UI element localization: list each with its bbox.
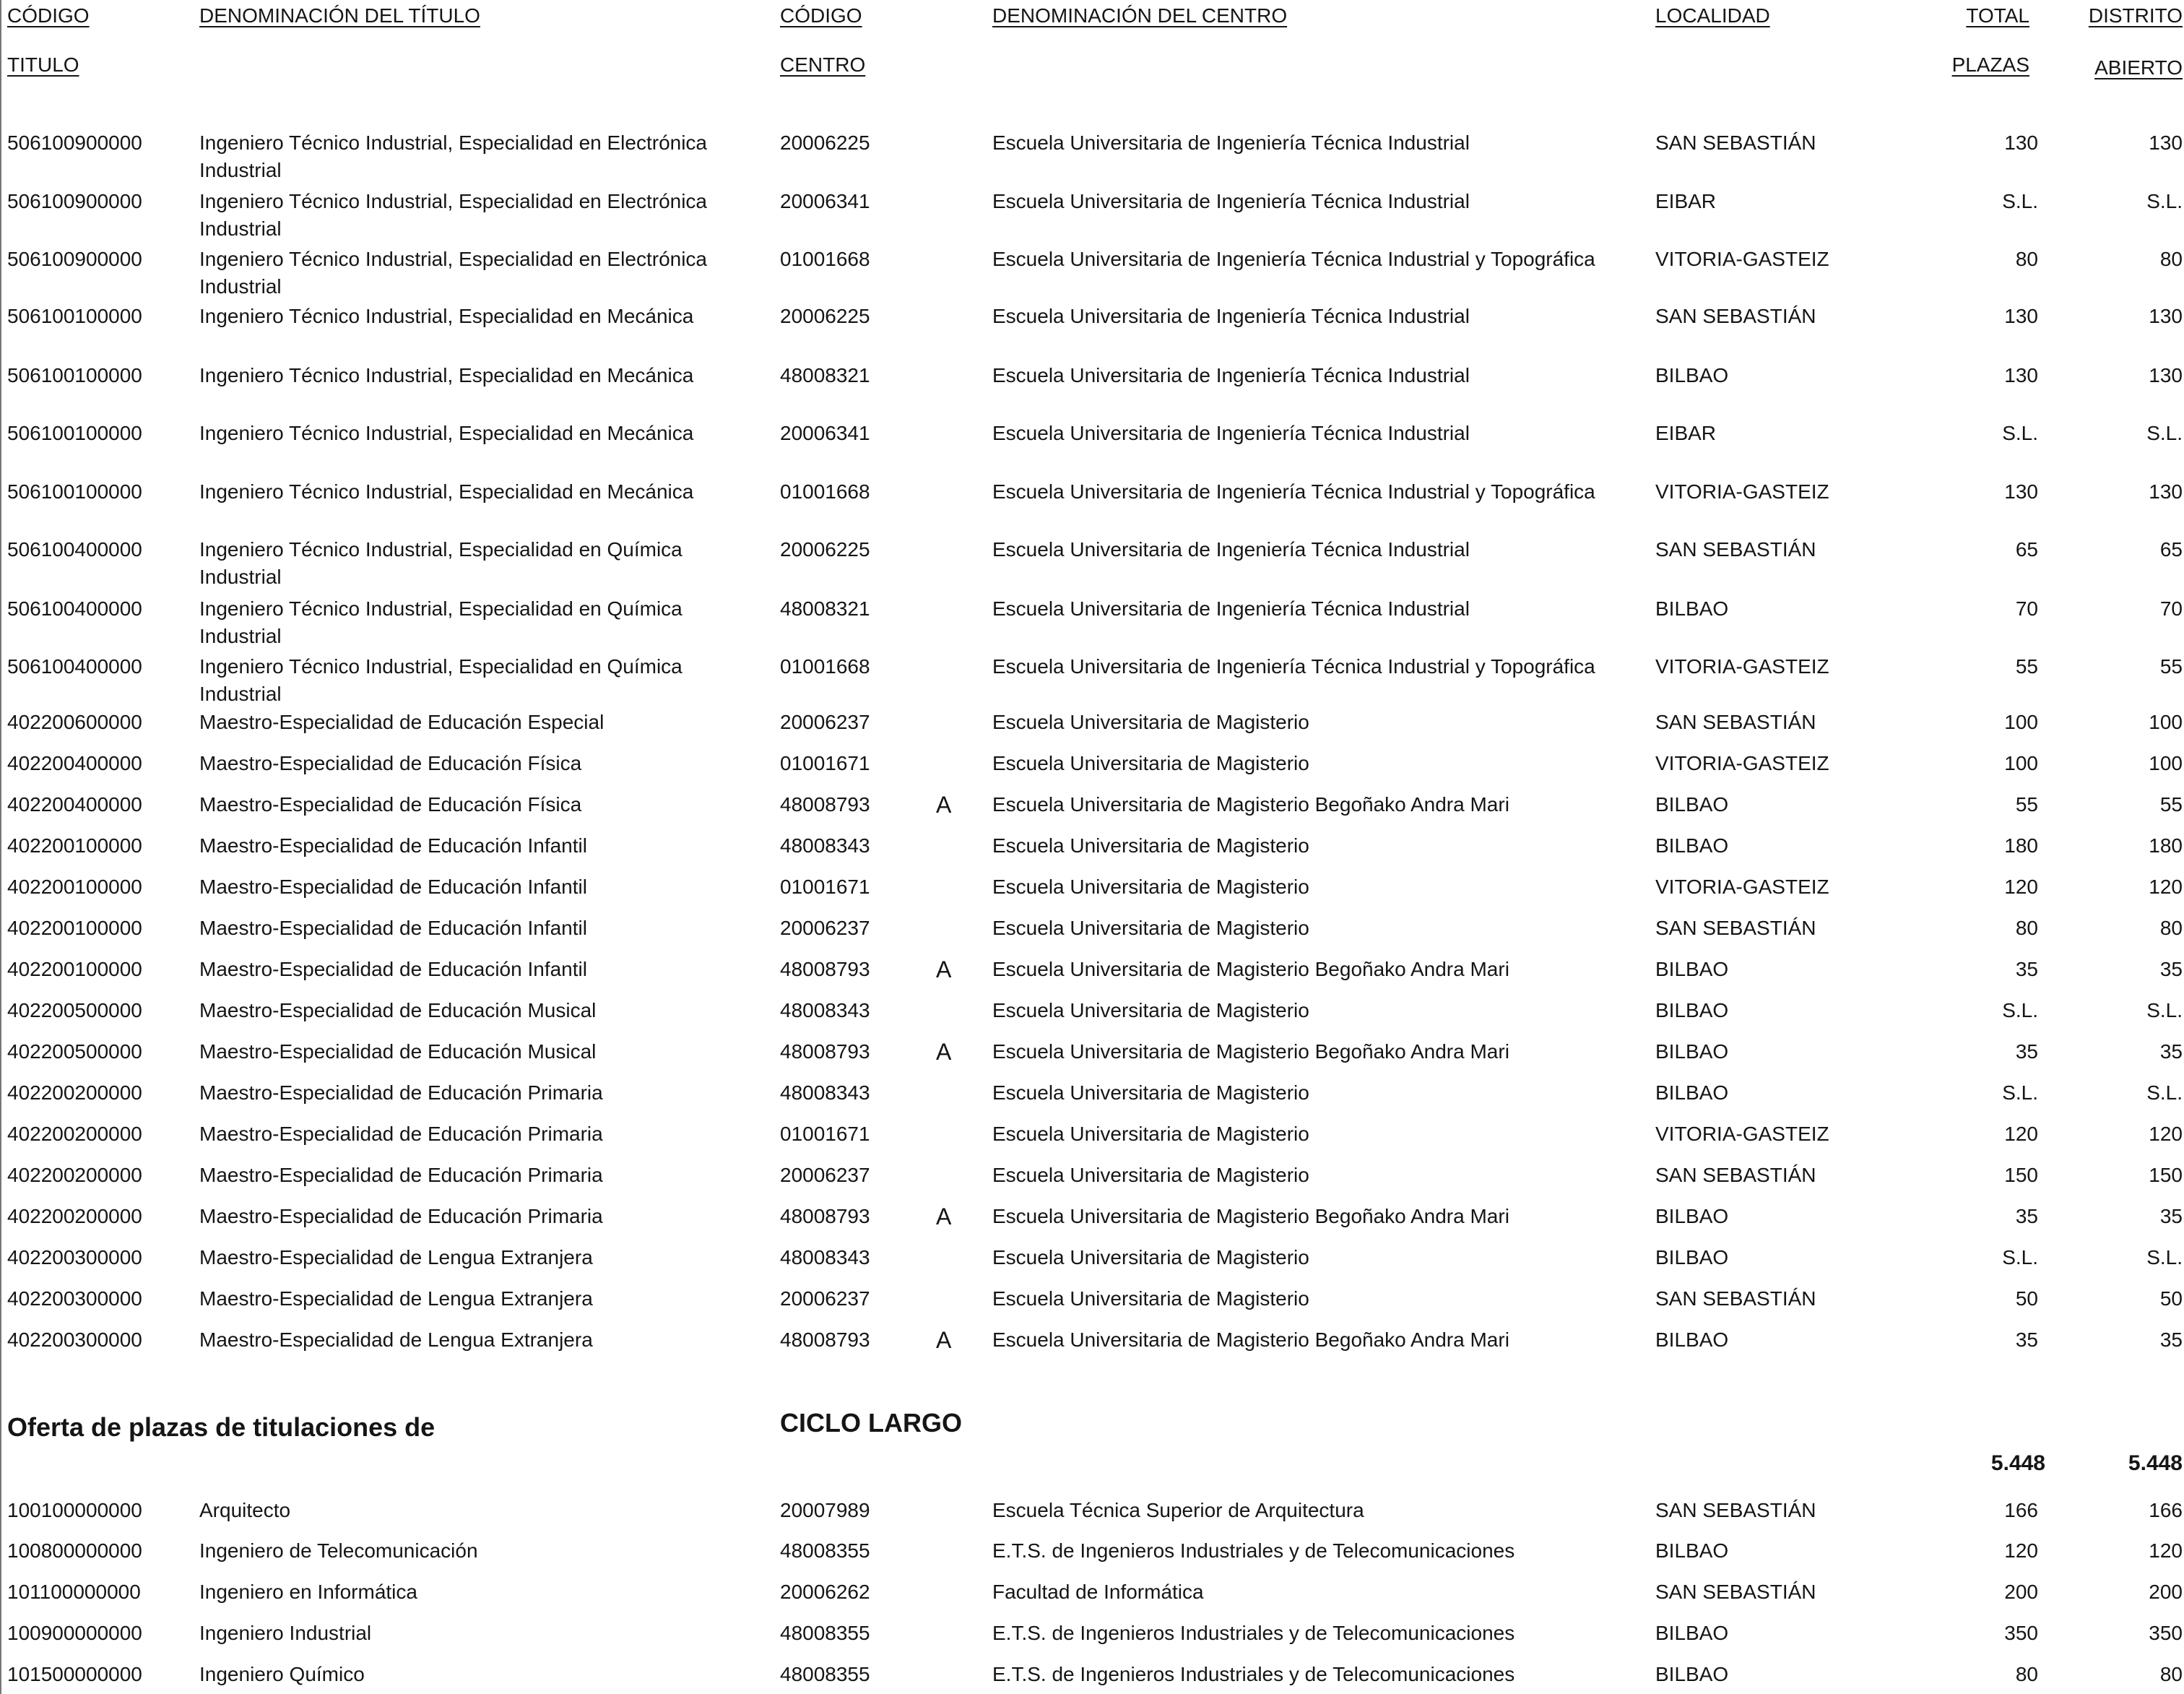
cell-codigo: 402200200000 xyxy=(7,1123,142,1145)
cell-centro: Escuela Universitaria de Magisterio xyxy=(992,1164,1309,1186)
cell-centro-code: 20007989 xyxy=(780,1499,870,1521)
cell-centro-code: 20006225 xyxy=(780,131,870,154)
cell-titulo: Maestro-Especialidad de Educación Musical xyxy=(199,999,597,1021)
cell-centro: E.T.S. de Ingenieros Industriales y de Telecomunicaciones xyxy=(992,1663,1515,1685)
cell-centro-code: 20006225 xyxy=(780,305,870,327)
cell-distrito: 35 xyxy=(2159,958,2183,980)
header-plazas: PLAZAS xyxy=(1951,53,2029,76)
cell-localidad: BILBAO xyxy=(1655,1246,1729,1269)
cell-distrito: 180 xyxy=(2149,834,2183,857)
cell-centro: Escuela Universitaria de Magisterio xyxy=(992,752,1309,774)
cell-codigo: 506100400000 xyxy=(7,597,142,620)
cell-centro-code: 48008343 xyxy=(780,1246,870,1269)
cell-codigo: 506100100000 xyxy=(7,305,142,327)
cell-titulo: Ingeniero Técnico Industrial, Especialidad en Química xyxy=(199,597,682,620)
cell-total: 80 xyxy=(2015,1663,2038,1685)
cell-centro-code: 48008343 xyxy=(780,1081,870,1104)
cell-distrito: 35 xyxy=(2159,1205,2183,1227)
cell-codigo: 402200400000 xyxy=(7,793,142,816)
cell-centro-code: 20006237 xyxy=(780,917,870,939)
cell-titulo: Maestro-Especialidad de Educación Infantil xyxy=(199,917,587,939)
cell-centro-code: 20006237 xyxy=(780,1287,870,1310)
cell-total: 180 xyxy=(2004,834,2038,857)
cell-distrito: 200 xyxy=(2149,1581,2183,1603)
cell-codigo: 506100400000 xyxy=(7,538,142,561)
cell-localidad: SAN SEBASTIÁN xyxy=(1655,305,1816,327)
cell-distrito: 80 xyxy=(2159,1663,2183,1685)
cell-codigo: 402200100000 xyxy=(7,958,142,980)
cell-titulo: Maestro-Especialidad de Educación Primaria xyxy=(199,1164,603,1186)
cell-centro-code: 48008793 xyxy=(780,1328,870,1351)
cell-localidad: SAN SEBASTIÁN xyxy=(1655,1581,1816,1603)
cell-total: 100 xyxy=(2004,711,2038,733)
cell-localidad: BILBAO xyxy=(1655,834,1729,857)
cell-titulo-cont: Industrial xyxy=(199,683,282,705)
cell-codigo: 506100900000 xyxy=(7,248,142,270)
cell-flag: A xyxy=(936,1203,952,1230)
cell-titulo: Maestro-Especialidad de Educación Primaria xyxy=(199,1205,603,1227)
cell-total: 100 xyxy=(2004,752,2038,774)
cell-codigo: 100100000000 xyxy=(7,1499,142,1521)
cell-localidad: VITORIA-GASTEIZ xyxy=(1655,1123,1829,1145)
cell-total: 65 xyxy=(2015,538,2038,561)
cell-centro: Escuela Universitaria de Ingeniería Técnica Industrial xyxy=(992,305,1470,327)
cell-codigo: 402200300000 xyxy=(7,1246,142,1269)
cell-codigo: 402200200000 xyxy=(7,1081,142,1104)
cell-total: 55 xyxy=(2015,793,2038,816)
cell-total: 80 xyxy=(2015,917,2038,939)
cell-codigo: 101100000000 xyxy=(7,1581,141,1603)
cell-centro: Escuela Universitaria de Magisterio Begoñako Andra Mari xyxy=(992,1205,1509,1227)
cell-titulo: Maestro-Especialidad de Educación Especial xyxy=(199,711,604,733)
cell-distrito: 130 xyxy=(2149,364,2183,386)
cell-total: 350 xyxy=(2004,1622,2038,1644)
cell-titulo: Ingeniero Técnico Industrial, Especialidad en Química xyxy=(199,655,682,678)
cell-localidad: BILBAO xyxy=(1655,1040,1729,1063)
section-total-distrito: 5.448 xyxy=(2128,1451,2183,1475)
header-distrito: DISTRITO xyxy=(2088,4,2183,27)
cell-titulo: Ingeniero Técnico Industrial, Especialidad en Mecánica xyxy=(199,480,694,503)
cell-total: 150 xyxy=(2004,1164,2038,1186)
cell-centro-code: 01001668 xyxy=(780,655,870,678)
header-abierto: ABIERTO xyxy=(2094,56,2183,79)
cell-distrito: 80 xyxy=(2159,248,2183,270)
cell-codigo: 100900000000 xyxy=(7,1622,142,1644)
cell-centro: Escuela Universitaria de Magisterio xyxy=(992,1287,1309,1310)
cell-flag: A xyxy=(936,792,952,818)
cell-distrito: 50 xyxy=(2159,1287,2183,1310)
cell-centro-code: 20006225 xyxy=(780,538,870,561)
cell-titulo: Maestro-Especialidad de Lengua Extranjera xyxy=(199,1246,593,1269)
cell-localidad: SAN SEBASTIÁN xyxy=(1655,538,1816,561)
cell-total: 55 xyxy=(2015,655,2038,678)
cell-distrito: S.L. xyxy=(2146,999,2183,1021)
cell-localidad: EIBAR xyxy=(1655,422,1717,444)
cell-titulo: Maestro-Especialidad de Educación Primaria xyxy=(199,1123,603,1145)
cell-total: 70 xyxy=(2015,597,2038,620)
cell-centro: Escuela Universitaria de Magisterio xyxy=(992,711,1309,733)
cell-distrito: 80 xyxy=(2159,917,2183,939)
cell-codigo: 402200100000 xyxy=(7,834,142,857)
section-subtitle: CICLO LARGO xyxy=(780,1408,962,1438)
cell-total: S.L. xyxy=(2002,1246,2038,1269)
cell-distrito: 35 xyxy=(2159,1328,2183,1351)
cell-distrito: 100 xyxy=(2149,752,2183,774)
cell-titulo: Ingeniero Industrial xyxy=(199,1622,372,1644)
cell-centro: Escuela Universitaria de Magisterio xyxy=(992,876,1309,898)
cell-titulo-cont: Industrial xyxy=(199,217,282,240)
cell-localidad: SAN SEBASTIÁN xyxy=(1655,131,1816,154)
cell-titulo: Maestro-Especialidad de Lengua Extranjera xyxy=(199,1328,593,1351)
cell-centro-code: 01001668 xyxy=(780,248,870,270)
cell-total: 166 xyxy=(2004,1499,2038,1521)
cell-total: 80 xyxy=(2015,248,2038,270)
cell-distrito: 130 xyxy=(2149,305,2183,327)
cell-localidad: VITORIA-GASTEIZ xyxy=(1655,480,1829,503)
cell-titulo-cont: Industrial xyxy=(199,625,282,647)
cell-localidad: BILBAO xyxy=(1655,1663,1729,1685)
cell-localidad: VITORIA-GASTEIZ xyxy=(1655,248,1829,270)
cell-titulo: Ingeniero Técnico Industrial, Especialidad en Electrónica xyxy=(199,190,708,212)
cell-distrito: 70 xyxy=(2159,597,2183,620)
cell-distrito: 65 xyxy=(2159,538,2183,561)
cell-centro: Escuela Universitaria de Ingeniería Técnica Industrial xyxy=(992,597,1470,620)
cell-titulo: Arquitecto xyxy=(199,1499,291,1521)
cell-centro: Escuela Universitaria de Magisterio Begoñako Andra Mari xyxy=(992,793,1509,816)
cell-titulo: Ingeniero Técnico Industrial, Especialidad en Química xyxy=(199,538,682,561)
cell-centro-code: 48008793 xyxy=(780,958,870,980)
cell-localidad: BILBAO xyxy=(1655,793,1729,816)
cell-total: 120 xyxy=(2004,1539,2038,1562)
cell-localidad: SAN SEBASTIÁN xyxy=(1655,1499,1816,1521)
cell-distrito: 120 xyxy=(2149,1539,2183,1562)
cell-centro: Escuela Universitaria de Ingeniería Técnica Industrial y Topográfica xyxy=(992,655,1595,678)
cell-distrito: 120 xyxy=(2149,1123,2183,1145)
cell-total: 130 xyxy=(2004,364,2038,386)
cell-codigo: 506100100000 xyxy=(7,422,142,444)
left-border-line xyxy=(0,0,1,1694)
cell-distrito: S.L. xyxy=(2146,1081,2183,1104)
cell-centro: Escuela Universitaria de Ingeniería Técnica Industrial y Topográfica xyxy=(992,480,1595,503)
cell-distrito: 120 xyxy=(2149,876,2183,898)
cell-codigo: 506100400000 xyxy=(7,655,142,678)
cell-total: 35 xyxy=(2015,958,2038,980)
cell-localidad: SAN SEBASTIÁN xyxy=(1655,1287,1816,1310)
cell-titulo: Maestro-Especialidad de Educación Infantil xyxy=(199,876,587,898)
cell-total: S.L. xyxy=(2002,190,2038,212)
cell-centro: Escuela Universitaria de Magisterio xyxy=(992,834,1309,857)
cell-centro: Escuela Universitaria de Magisterio xyxy=(992,1246,1309,1269)
cell-distrito: 100 xyxy=(2149,711,2183,733)
cell-centro-code: 01001671 xyxy=(780,876,870,898)
cell-titulo: Maestro-Especialidad de Educación Infantil xyxy=(199,958,587,980)
cell-codigo: 402200200000 xyxy=(7,1164,142,1186)
header-localidad: LOCALIDAD xyxy=(1655,4,1770,27)
cell-centro: Escuela Universitaria de Ingeniería Técnica Industrial xyxy=(992,538,1470,561)
cell-centro: Escuela Universitaria de Ingeniería Técnica Industrial xyxy=(992,422,1470,444)
cell-flag: A xyxy=(936,956,952,982)
cell-total: 50 xyxy=(2015,1287,2038,1310)
cell-titulo-cont: Industrial xyxy=(199,159,282,181)
cell-localidad: VITORIA-GASTEIZ xyxy=(1655,876,1829,898)
cell-centro: Escuela Universitaria de Magisterio Begoñako Andra Mari xyxy=(992,1328,1509,1351)
cell-distrito: 55 xyxy=(2159,793,2183,816)
cell-centro: Escuela Universitaria de Ingeniería Técnica Industrial xyxy=(992,364,1470,386)
section-total-plazas: 5.448 xyxy=(1990,1451,2045,1475)
cell-total: 35 xyxy=(2015,1205,2038,1227)
cell-centro: Escuela Universitaria de Magisterio Begoñako Andra Mari xyxy=(992,958,1509,980)
cell-titulo: Ingeniero Técnico Industrial, Especialidad en Electrónica xyxy=(199,131,708,154)
cell-codigo: 402200300000 xyxy=(7,1287,142,1310)
cell-centro: Facultad de Informática xyxy=(992,1581,1204,1603)
cell-codigo: 402200200000 xyxy=(7,1205,142,1227)
header-denominacion-centro: DENOMINACIÓN DEL CENTRO xyxy=(992,4,1288,27)
cell-centro-code: 01001668 xyxy=(780,480,870,503)
cell-titulo: Ingeniero de Telecomunicación xyxy=(199,1539,478,1562)
cell-centro: E.T.S. de Ingenieros Industriales y de Telecomunicaciones xyxy=(992,1622,1515,1644)
cell-centro-code: 48008343 xyxy=(780,999,870,1021)
cell-localidad: BILBAO xyxy=(1655,1622,1729,1644)
cell-localidad: BILBAO xyxy=(1655,364,1729,386)
cell-localidad: BILBAO xyxy=(1655,999,1729,1021)
cell-centro-code: 20006341 xyxy=(780,422,870,444)
cell-codigo: 100800000000 xyxy=(7,1539,142,1562)
header-codigo-centro: CÓDIGO xyxy=(780,4,862,27)
cell-flag: A xyxy=(936,1327,952,1353)
cell-centro-code: 20006237 xyxy=(780,1164,870,1186)
cell-codigo: 402200300000 xyxy=(7,1328,142,1351)
cell-centro: Escuela Universitaria de Ingeniería Técnica Industrial xyxy=(992,131,1470,154)
cell-centro-code: 01001671 xyxy=(780,752,870,774)
cell-total: 120 xyxy=(2004,1123,2038,1145)
cell-centro-code: 48008355 xyxy=(780,1622,870,1644)
cell-flag: A xyxy=(936,1039,952,1065)
cell-centro-code: 48008793 xyxy=(780,1040,870,1063)
cell-total: 35 xyxy=(2015,1328,2038,1351)
cell-centro: Escuela Universitaria de Magisterio xyxy=(992,917,1309,939)
cell-centro-code: 48008793 xyxy=(780,1205,870,1227)
cell-total: 35 xyxy=(2015,1040,2038,1063)
cell-titulo: Maestro-Especialidad de Educación Musical xyxy=(199,1040,597,1063)
cell-centro-code: 48008321 xyxy=(780,597,870,620)
cell-codigo: 402200500000 xyxy=(7,1040,142,1063)
cell-codigo: 402200400000 xyxy=(7,752,142,774)
cell-centro: Escuela Universitaria de Magisterio xyxy=(992,999,1309,1021)
cell-centro: Escuela Universitaria de Ingeniería Técnica Industrial xyxy=(992,190,1470,212)
cell-titulo: Ingeniero Técnico Industrial, Especialidad en Mecánica xyxy=(199,364,694,386)
cell-codigo: 402200100000 xyxy=(7,876,142,898)
cell-titulo-cont: Industrial xyxy=(199,275,282,298)
cell-localidad: VITORIA-GASTEIZ xyxy=(1655,655,1829,678)
cell-centro-code: 20006237 xyxy=(780,711,870,733)
cell-codigo: 402200600000 xyxy=(7,711,142,733)
header-total: TOTAL xyxy=(1966,4,2029,27)
cell-localidad: SAN SEBASTIÁN xyxy=(1655,711,1816,733)
cell-localidad: BILBAO xyxy=(1655,1081,1729,1104)
cell-codigo: 506100100000 xyxy=(7,364,142,386)
cell-total: S.L. xyxy=(2002,999,2038,1021)
cell-centro: Escuela Técnica Superior de Arquitectura xyxy=(992,1499,1364,1521)
cell-centro-code: 20006262 xyxy=(780,1581,870,1603)
cell-centro-code: 48008793 xyxy=(780,793,870,816)
cell-total: 130 xyxy=(2004,480,2038,503)
cell-codigo: 402200100000 xyxy=(7,917,142,939)
cell-localidad: BILBAO xyxy=(1655,597,1729,620)
cell-titulo: Ingeniero Técnico Industrial, Especialidad en Mecánica xyxy=(199,422,694,444)
header-centro: CENTRO xyxy=(780,53,866,76)
cell-distrito: 150 xyxy=(2149,1164,2183,1186)
cell-distrito: 166 xyxy=(2149,1499,2183,1521)
cell-total: S.L. xyxy=(2002,1081,2038,1104)
cell-titulo: Maestro-Especialidad de Educación Física xyxy=(199,793,582,816)
cell-distrito: S.L. xyxy=(2146,190,2183,212)
cell-codigo: 506100100000 xyxy=(7,480,142,503)
header-codigo: CÓDIGO xyxy=(7,4,90,27)
cell-centro-code: 48008355 xyxy=(780,1539,870,1562)
cell-titulo: Ingeniero en Informática xyxy=(199,1581,417,1603)
cell-centro: Escuela Universitaria de Magisterio xyxy=(992,1123,1309,1145)
cell-centro: Escuela Universitaria de Ingeniería Técnica Industrial y Topográfica xyxy=(992,248,1595,270)
header-titulo: TITULO xyxy=(7,53,79,76)
cell-titulo: Ingeniero Técnico Industrial, Especialidad en Mecánica xyxy=(199,305,694,327)
cell-localidad: VITORIA-GASTEIZ xyxy=(1655,752,1829,774)
cell-centro: Escuela Universitaria de Magisterio xyxy=(992,1081,1309,1104)
cell-titulo: Maestro-Especialidad de Lengua Extranjera xyxy=(199,1287,593,1310)
cell-distrito: 130 xyxy=(2149,131,2183,154)
cell-localidad: BILBAO xyxy=(1655,1539,1729,1562)
cell-titulo: Ingeniero Técnico Industrial, Especialidad en Electrónica xyxy=(199,248,708,270)
cell-localidad: BILBAO xyxy=(1655,1328,1729,1351)
cell-centro: Escuela Universitaria de Magisterio Begoñako Andra Mari xyxy=(992,1040,1509,1063)
cell-distrito: 350 xyxy=(2149,1622,2183,1644)
cell-centro: E.T.S. de Ingenieros Industriales y de Telecomunicaciones xyxy=(992,1539,1515,1562)
cell-total: 130 xyxy=(2004,131,2038,154)
cell-total: 120 xyxy=(2004,876,2038,898)
cell-distrito: 130 xyxy=(2149,480,2183,503)
header-denominacion-titulo: DENOMINACIÓN DEL TÍTULO xyxy=(199,4,480,27)
cell-titulo: Maestro-Especialidad de Educación Física xyxy=(199,752,582,774)
cell-titulo: Ingeniero Químico xyxy=(199,1663,365,1685)
cell-localidad: BILBAO xyxy=(1655,1205,1729,1227)
cell-centro-code: 48008321 xyxy=(780,364,870,386)
cell-total: S.L. xyxy=(2002,422,2038,444)
cell-localidad: SAN SEBASTIÁN xyxy=(1655,917,1816,939)
cell-distrito: S.L. xyxy=(2146,422,2183,444)
cell-total: 130 xyxy=(2004,305,2038,327)
cell-codigo: 101500000000 xyxy=(7,1663,142,1685)
cell-distrito: 35 xyxy=(2159,1040,2183,1063)
section-title: Oferta de plazas de titulaciones de xyxy=(7,1412,436,1442)
cell-codigo: 506100900000 xyxy=(7,190,142,212)
cell-codigo: 506100900000 xyxy=(7,131,142,154)
cell-centro-code: 48008343 xyxy=(780,834,870,857)
cell-titulo: Maestro-Especialidad de Educación Infantil xyxy=(199,834,587,857)
cell-localidad: EIBAR xyxy=(1655,190,1717,212)
cell-distrito: S.L. xyxy=(2146,1246,2183,1269)
cell-localidad: SAN SEBASTIÁN xyxy=(1655,1164,1816,1186)
cell-codigo: 402200500000 xyxy=(7,999,142,1021)
cell-titulo: Maestro-Especialidad de Educación Primaria xyxy=(199,1081,603,1104)
cell-centro-code: 48008355 xyxy=(780,1663,870,1685)
cell-centro-code: 01001671 xyxy=(780,1123,870,1145)
cell-total: 200 xyxy=(2004,1581,2038,1603)
cell-distrito: 55 xyxy=(2159,655,2183,678)
cell-localidad: BILBAO xyxy=(1655,958,1729,980)
cell-centro-code: 20006341 xyxy=(780,190,870,212)
cell-titulo-cont: Industrial xyxy=(199,566,282,588)
